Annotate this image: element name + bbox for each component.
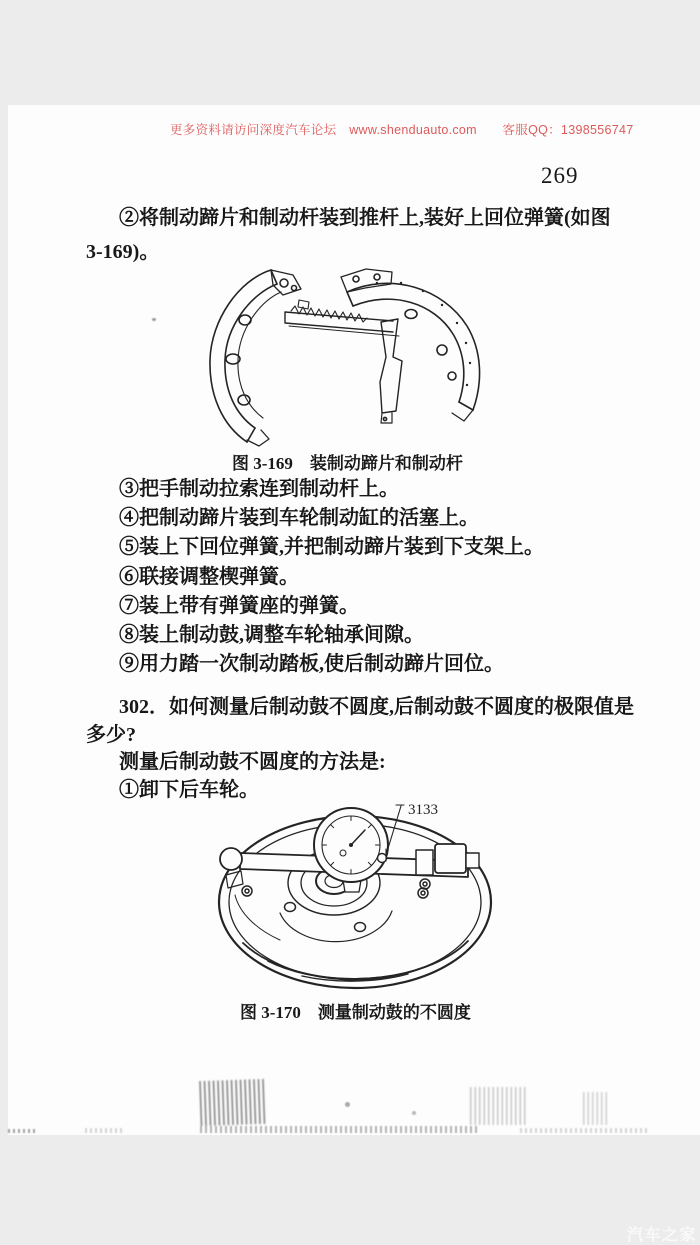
assembly-step: ⑤装上下回位弹簧,并把制动蹄片装到下支架上。 (119, 536, 544, 559)
page-number: 269 (541, 163, 579, 188)
question-heading-line2: 多少? (86, 724, 136, 746)
scan-noise-line (520, 1128, 650, 1133)
assembly-steps-list (119, 475, 544, 679)
question-heading-line1: 302．如何测量后制动鼓不圆度,后制动鼓不圆度的极限值是 (119, 696, 634, 718)
assembly-step: ⑧装上制动鼓,调整车轮轴承间隙。 (119, 624, 424, 647)
scan-noise-speck (412, 1111, 416, 1115)
scan-noise-smudge (470, 1087, 528, 1125)
forum-watermark-header: 更多资料请访问深度汽车论坛 www.shenduauto.com 客服QQ：1398556747 (170, 123, 634, 137)
scan-noise-line (200, 1126, 480, 1133)
scan-noise-speck (345, 1102, 350, 1107)
method-step-line: ①卸下后车轮。 (119, 779, 259, 801)
assembly-step: ⑨用力踏一次制动踏板,使后制动蹄片回位。 (119, 653, 504, 676)
intro-paragraph-line2: 3-169)。 (86, 241, 160, 263)
figure-brake-drum-drawing (210, 795, 500, 990)
dial-indicator-label: 3133 (408, 802, 438, 818)
scan-noise-smudge (583, 1092, 608, 1125)
scan-noise-line (85, 1128, 125, 1133)
assembly-step: ⑦装上带有弹簧座的弹簧。 (119, 594, 359, 617)
page-edge-artifact (8, 1129, 36, 1133)
assembly-step: ③把手制动拉索连到制动杆上。 (119, 478, 399, 500)
figure-brake-shoes-drawing (195, 262, 490, 447)
assembly-step: ④把制动蹄片装到车轮制动缸的活塞上。 (119, 507, 479, 530)
intro-paragraph-line1: ②将制动蹄片和制动杆装到推杆上,装好上回位弹簧(如图 (119, 207, 611, 229)
scan-noise-smudge (199, 1079, 266, 1126)
scan-noise-speck (152, 318, 156, 321)
watermark-autohome: 汽车之家 (627, 1227, 698, 1244)
figure2-caption: 图 3-170 测量制动鼓的不圆度 (240, 1003, 471, 1022)
method-intro-line: 测量后制动鼓不圆度的方法是: (119, 751, 386, 773)
book-page (8, 105, 700, 1135)
assembly-step: ⑥联接调整楔弹簧。 (119, 565, 299, 588)
figure1-caption: 图 3-169 装制动蹄片和制动杆 (232, 454, 463, 473)
